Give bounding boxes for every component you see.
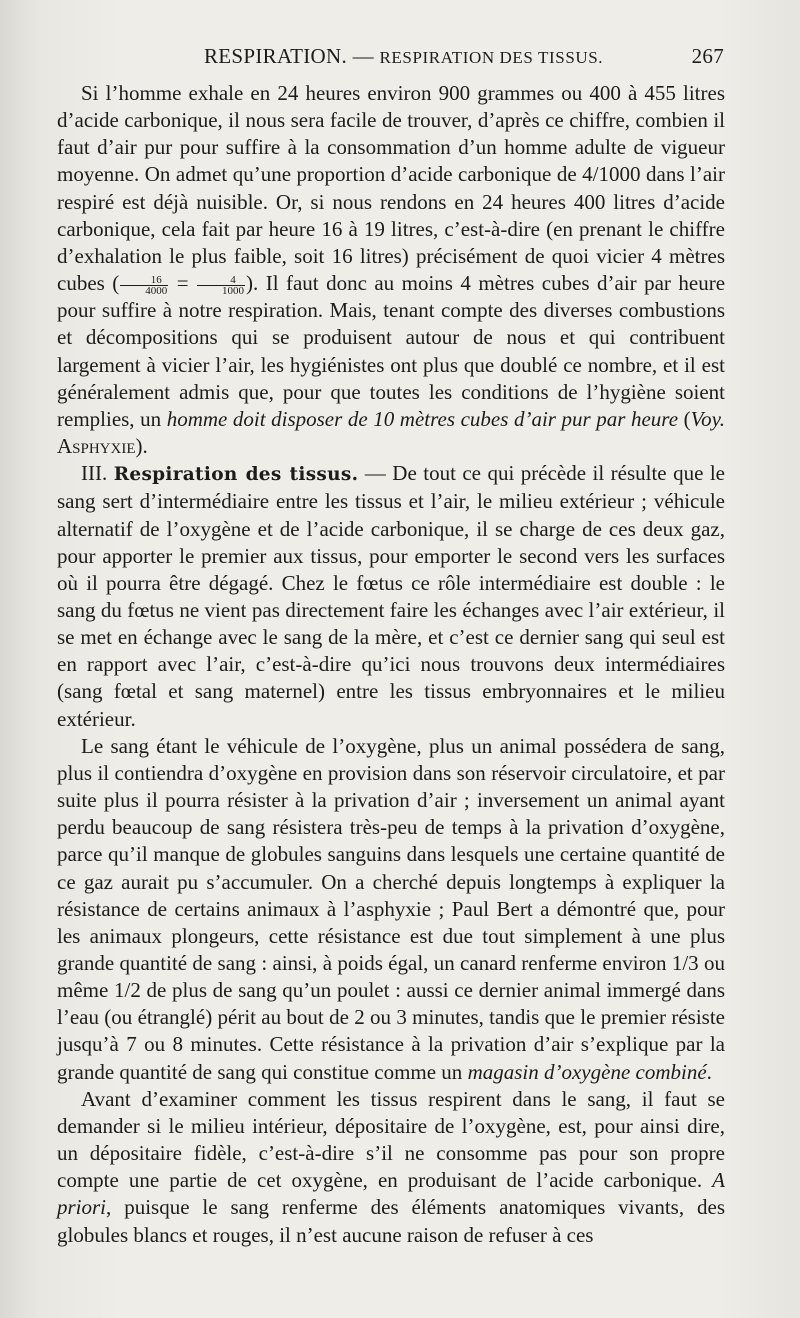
p2-text: — De tout ce qui précède il résulte que le sang sert d’intermédiaire entre les tissus et l’air, le milieu extérieur ; véhicule alternatif de l’oxygène et de l’acide carbonique, il se charge de ces deux gaz, pour apporter le premier aux tissus, pour emporter le second vers les surfaces où il pourra être dégagé. Chez le fœtus ce rôle intermédiaire est double : le sang du fœtus ne vient pas directement faire les échanges avec l’air extérieur, il se met en échange avec le sang de la mère, et c’est ce dernier sang qui seul est en rapport avec l’air, c’est-à-dire qu’ici nous trouvons deux intermédiaires (sang fœtal et sang maternel) entre les tissus embryonnaires et le milieu extérieur.: [57, 461, 726, 731]
p1-text-c: (: [678, 406, 691, 431]
body-text: [57, 80, 725, 1249]
p1-italic-rule: homme doit disposer de 10 mètres cubes d’air pur par heure: [166, 406, 679, 431]
p1-text-b: ). Il faut donc au moins 4 mètres cubes d’air par heure pour suffire à notre respiration. Mais, tenant compte des diverses combustions et décompositions qui se produisent autour de nous et qui contribuent largement à vicier l’air, les hygiénistes ont plus que doublé ce nombre, et il est généralement admis que, pour que toutes les conditions de l’hygiène soient remplies, un: [57, 271, 726, 431]
running-title-section: RESPIRATION DES TISSUS.: [379, 48, 604, 67]
page-number: 267: [691, 44, 724, 68]
running-title-separator: —: [352, 44, 374, 68]
p4-italic-a-priori: A priori: [57, 1168, 725, 1220]
fraction-denominator: 4000: [145, 284, 168, 297]
fraction-denominator: 1000: [222, 284, 245, 297]
fraction-numerator: 4: [197, 275, 245, 286]
fraction-numerator: 16: [120, 275, 168, 286]
p1-voy: Voy.: [690, 406, 725, 431]
p3-italic: magasin d’oxygène combiné: [467, 1059, 707, 1084]
p3-end: .: [706, 1059, 712, 1084]
running-title: [204, 44, 603, 69]
paragraph-air-requirement: [57, 80, 725, 460]
fraction-4-1000: [197, 275, 245, 296]
cross-reference-asphyxie: Asphyxie: [57, 434, 136, 459]
paragraph-blood-oxygen-reserve: [57, 733, 725, 1086]
equals-sign: =: [169, 271, 197, 296]
p1-text-a: Si l’homme exhale en 24 heures environ 900 grammes ou 400 à 455 litres d’acide carbonique, il nous sera facile de trouver, d’après ce chiffre, combien il faut d’air pur pour suffire à la consommation d’un homme adulte de vigueur moyenne. On admet qu’une proportion d’acide carbonique de 4/1000 dans l’air respiré est déjà nuisible. Or, si nous rendons en 24 heures 400 litres d’acide carbonique, cela fait par heure 16 à 19 litres, c’est-à-dire (en prenant le chiffre d’exhalation le plus faible, soit 16 litres) précisément de quoi vicier 4 mètres cubes (: [57, 81, 725, 296]
fraction-16-4000: [120, 275, 168, 296]
section-numeral: III.: [81, 461, 108, 486]
p3-text: Le sang étant le véhicule de l’oxygène, plus un animal possédera de sang, plus il contiendra d’oxygène en provision dans son réservoir circulatoire, et par suite plus il pourra résister à la privation d’air ; inversement un animal ayant perdu beaucoup de sang résistera très-peu de temps à la privation d’oxygène, parce qu’il manque de globules sanguins dans lesquels une certaine quantité de ce gaz aurait pu s’accumuler. On a cherché depuis longtemps à expliquer la résistance de certains animaux à l’asphyxie ; Paul Bert a démontré que, pour les animaux plongeurs, cette résistance est due tout simplement à une plus grande quantité de sang : ainsi, à poids égal, un canard renferme environ 1/3 ou même 1/2 de plus de sang qu’un poulet : aussi ce dernier animal immergé dans l’eau (ou étranglé) périt au bout de 2 ou 3 minutes, tandis que le premier résiste jusqu’à 7 ou 8 minutes. Cette résistance à la privation d’air s’explique par la grande quantité de sang qui constitue comme un: [57, 733, 725, 1084]
p1-text-e: ).: [135, 434, 148, 459]
paragraph-blood-consumption: [57, 1086, 725, 1249]
running-title-main: RESPIRATION.: [204, 44, 348, 68]
p4-text-b: , puisque le sang renferme des éléments anatomiques vivants, des globules blancs et rouges, il n’est aucune raison de refuser à ces: [57, 1195, 725, 1247]
running-head: [58, 44, 724, 74]
p4-text-a: Avant d’examiner comment les tissus respirent dans le sang, il faut se demander si le milieu intérieur, dépositaire de l’oxygène, est, pour ainsi dire, un dépositaire fidèle, c’est-à-dire s’il ne consomme pas pour son propre compte une partie de cet oxygène, en produisant de l’acide carbonique.: [57, 1086, 725, 1193]
paragraph-tissue-respiration: [57, 460, 725, 733]
section-heading: Respiration des tissus.: [113, 464, 359, 486]
